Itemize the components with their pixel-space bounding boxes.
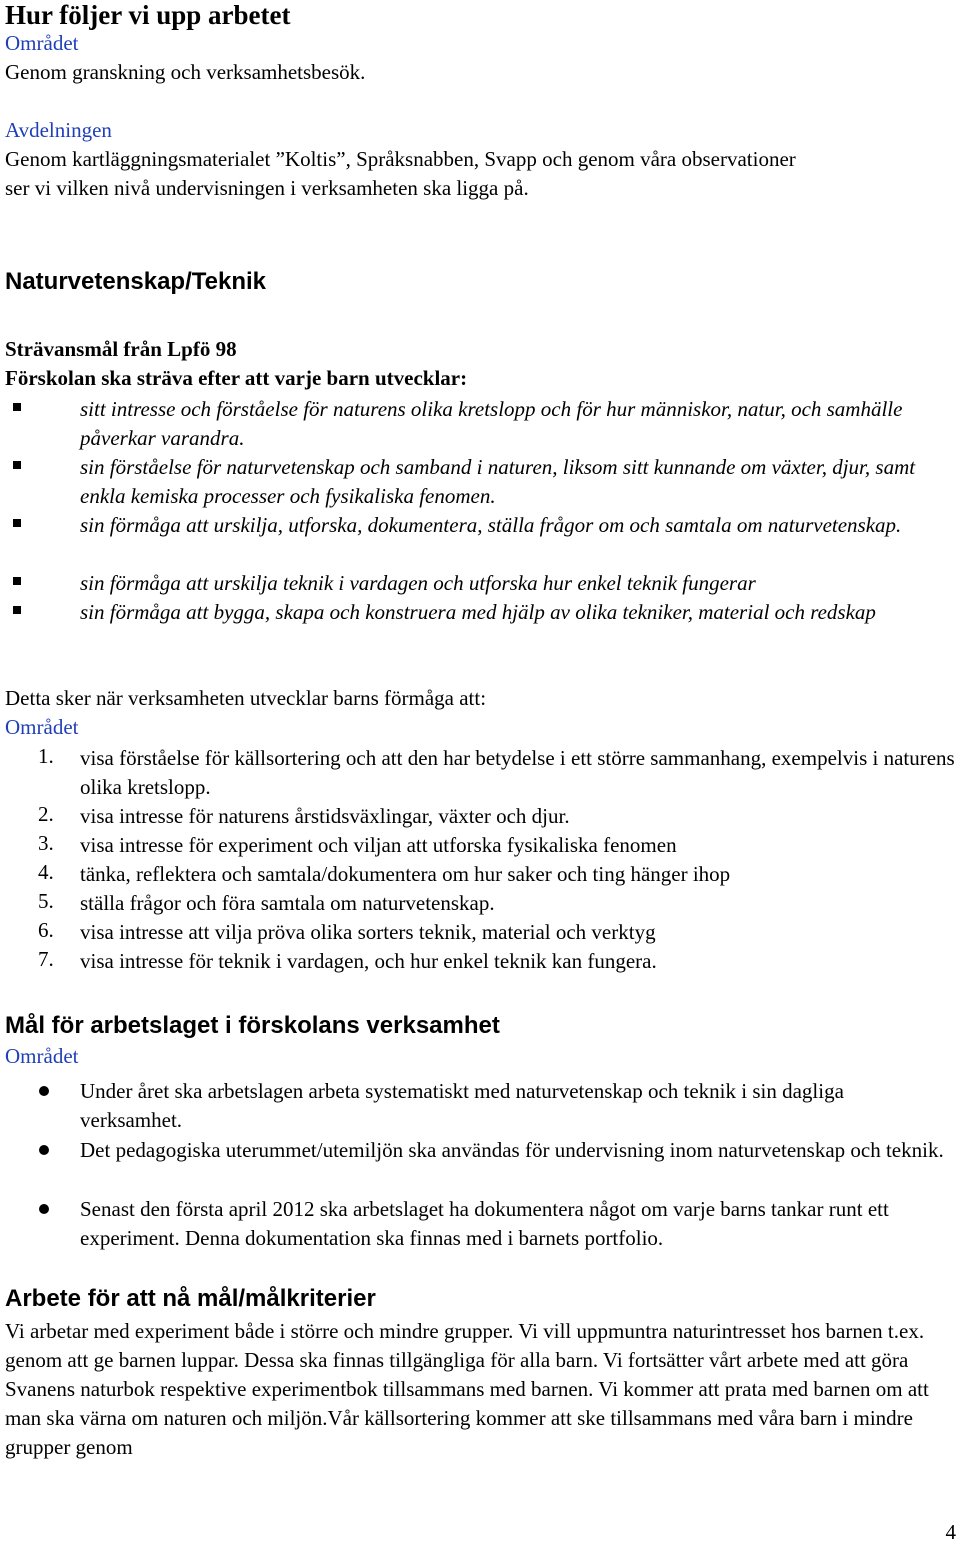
list-number: 3. [38, 831, 54, 855]
division-text-line1: Genom kartläggningsmaterialet ”Koltis”, Språksnabben, Svapp och genom våra observationer [5, 147, 796, 171]
page-number: 4 [945, 1520, 956, 1544]
ability-text: ställa frågor och föra samtala om naturvetenskap. [80, 891, 495, 915]
ability-text: visa förståelse för källsortering och att den har betydelse i ett större sammanhang, exempelvis i naturens olika kretslopp. [80, 746, 955, 799]
square-bullet-icon [13, 461, 21, 469]
list-number: 2. [38, 802, 54, 826]
division-label: Avdelningen [5, 118, 112, 142]
square-bullet-icon [13, 519, 21, 527]
ability-text: visa intresse för naturens årstidsväxlingar, växter och djur. [80, 804, 570, 828]
goal-text: sin förståelse för naturvetenskap och samband i naturen, liksom sitt kunnande om växter, djur, samt enkla kemiska processer och fysikaliska fenomen. [80, 455, 916, 508]
heading-work-towards-goals: Arbete för att nå mål/målkriterier [5, 1285, 376, 1312]
heading-follow-up: Hur följer vi upp arbetet [5, 0, 291, 30]
goals-title: Strävansmål från Lpfö 98 [5, 337, 237, 361]
ability-text: visa intresse för experiment och viljan att utforska fysikaliska fenomen [80, 833, 677, 857]
list-number: 4. [38, 860, 54, 884]
area-label: Området [5, 715, 79, 739]
ability-text: tänka, reflektera och samtala/dokumentera om hur saker och ting hänger ihop [80, 862, 731, 886]
list-number: 5. [38, 889, 54, 913]
team-goal-text: Senast den första april 2012 ska arbetslaget ha dokumentera något om varje barns tankar runt ett experiment. Denna dokumentation ska finnas med i barnets portfolio. [80, 1197, 889, 1250]
goal-text: sitt intresse och förståelse för naturens olika kretslopp och för hur människor, natur, och samhälle påverkar varandra. [80, 397, 903, 450]
area-text: Genom granskning och verksamhetsbesök. [5, 60, 366, 84]
square-bullet-icon [13, 577, 21, 585]
heading-team-goals: Mål för arbetslaget i förskolans verksamhet [5, 1012, 500, 1039]
goal-text: sin förmåga att urskilja, utforska, dokumentera, ställa frågor om och samtala om naturvetenskap. [80, 513, 902, 537]
division-text-line2: ser vi vilken nivå undervisningen i verksamheten ska ligga på. [5, 176, 529, 200]
square-bullet-icon [13, 606, 21, 614]
list-number: 1. [38, 744, 54, 768]
team-goal-text: Det pedagogiska uterummet/utemiljön ska användas för undervisning inom naturvetenskap och teknik. [80, 1138, 944, 1162]
square-bullet-icon [13, 403, 21, 411]
work-paragraph: Vi arbetar med experiment både i större och mindre grupper. Vi vill uppmuntra naturintresset hos barnen t.ex. genom att ge barnen luppar. Dessa ska finnas tillgängliga för alla barn. Vi fortsätter vårt arbete med att göra Svanens naturbok respektive experimentbok tillsammans med barnen. Vi kommer att prata med barnen om att man ska värna om naturen och miljön.Vår källsortering kommer att ske tillsammans med våra barn i mindre grupper genom [5, 1319, 929, 1459]
team-goal-text: Under året ska arbetslagen arbeta systematiskt med naturvetenskap och teknik i sin dagliga verksamhet. [80, 1079, 844, 1132]
goal-text: sin förmåga att bygga, skapa och konstruera med hjälp av olika tekniker, material och redskap [80, 600, 876, 624]
list-number: 7. [38, 947, 54, 971]
round-bullet-icon [39, 1204, 49, 1214]
list-number: 6. [38, 918, 54, 942]
goal-text: sin förmåga att urskilja teknik i vardagen och utforska hur enkel teknik fungerar [80, 571, 756, 595]
round-bullet-icon [39, 1086, 49, 1096]
round-bullet-icon [39, 1145, 49, 1155]
ability-text: visa intresse för teknik i vardagen, och hur enkel teknik kan fungera. [80, 949, 657, 973]
happens-intro: Detta sker när verksamheten utvecklar barns förmåga att: [5, 686, 487, 710]
area-label: Området [5, 1044, 79, 1068]
area-label: Området [5, 31, 79, 55]
ability-text: visa intresse att vilja pröva olika sorters teknik, material och verktyg [80, 920, 656, 944]
heading-science-tech: Naturvetenskap/Teknik [5, 268, 266, 295]
goals-intro: Förskolan ska sträva efter att varje barn utvecklar: [5, 366, 468, 390]
